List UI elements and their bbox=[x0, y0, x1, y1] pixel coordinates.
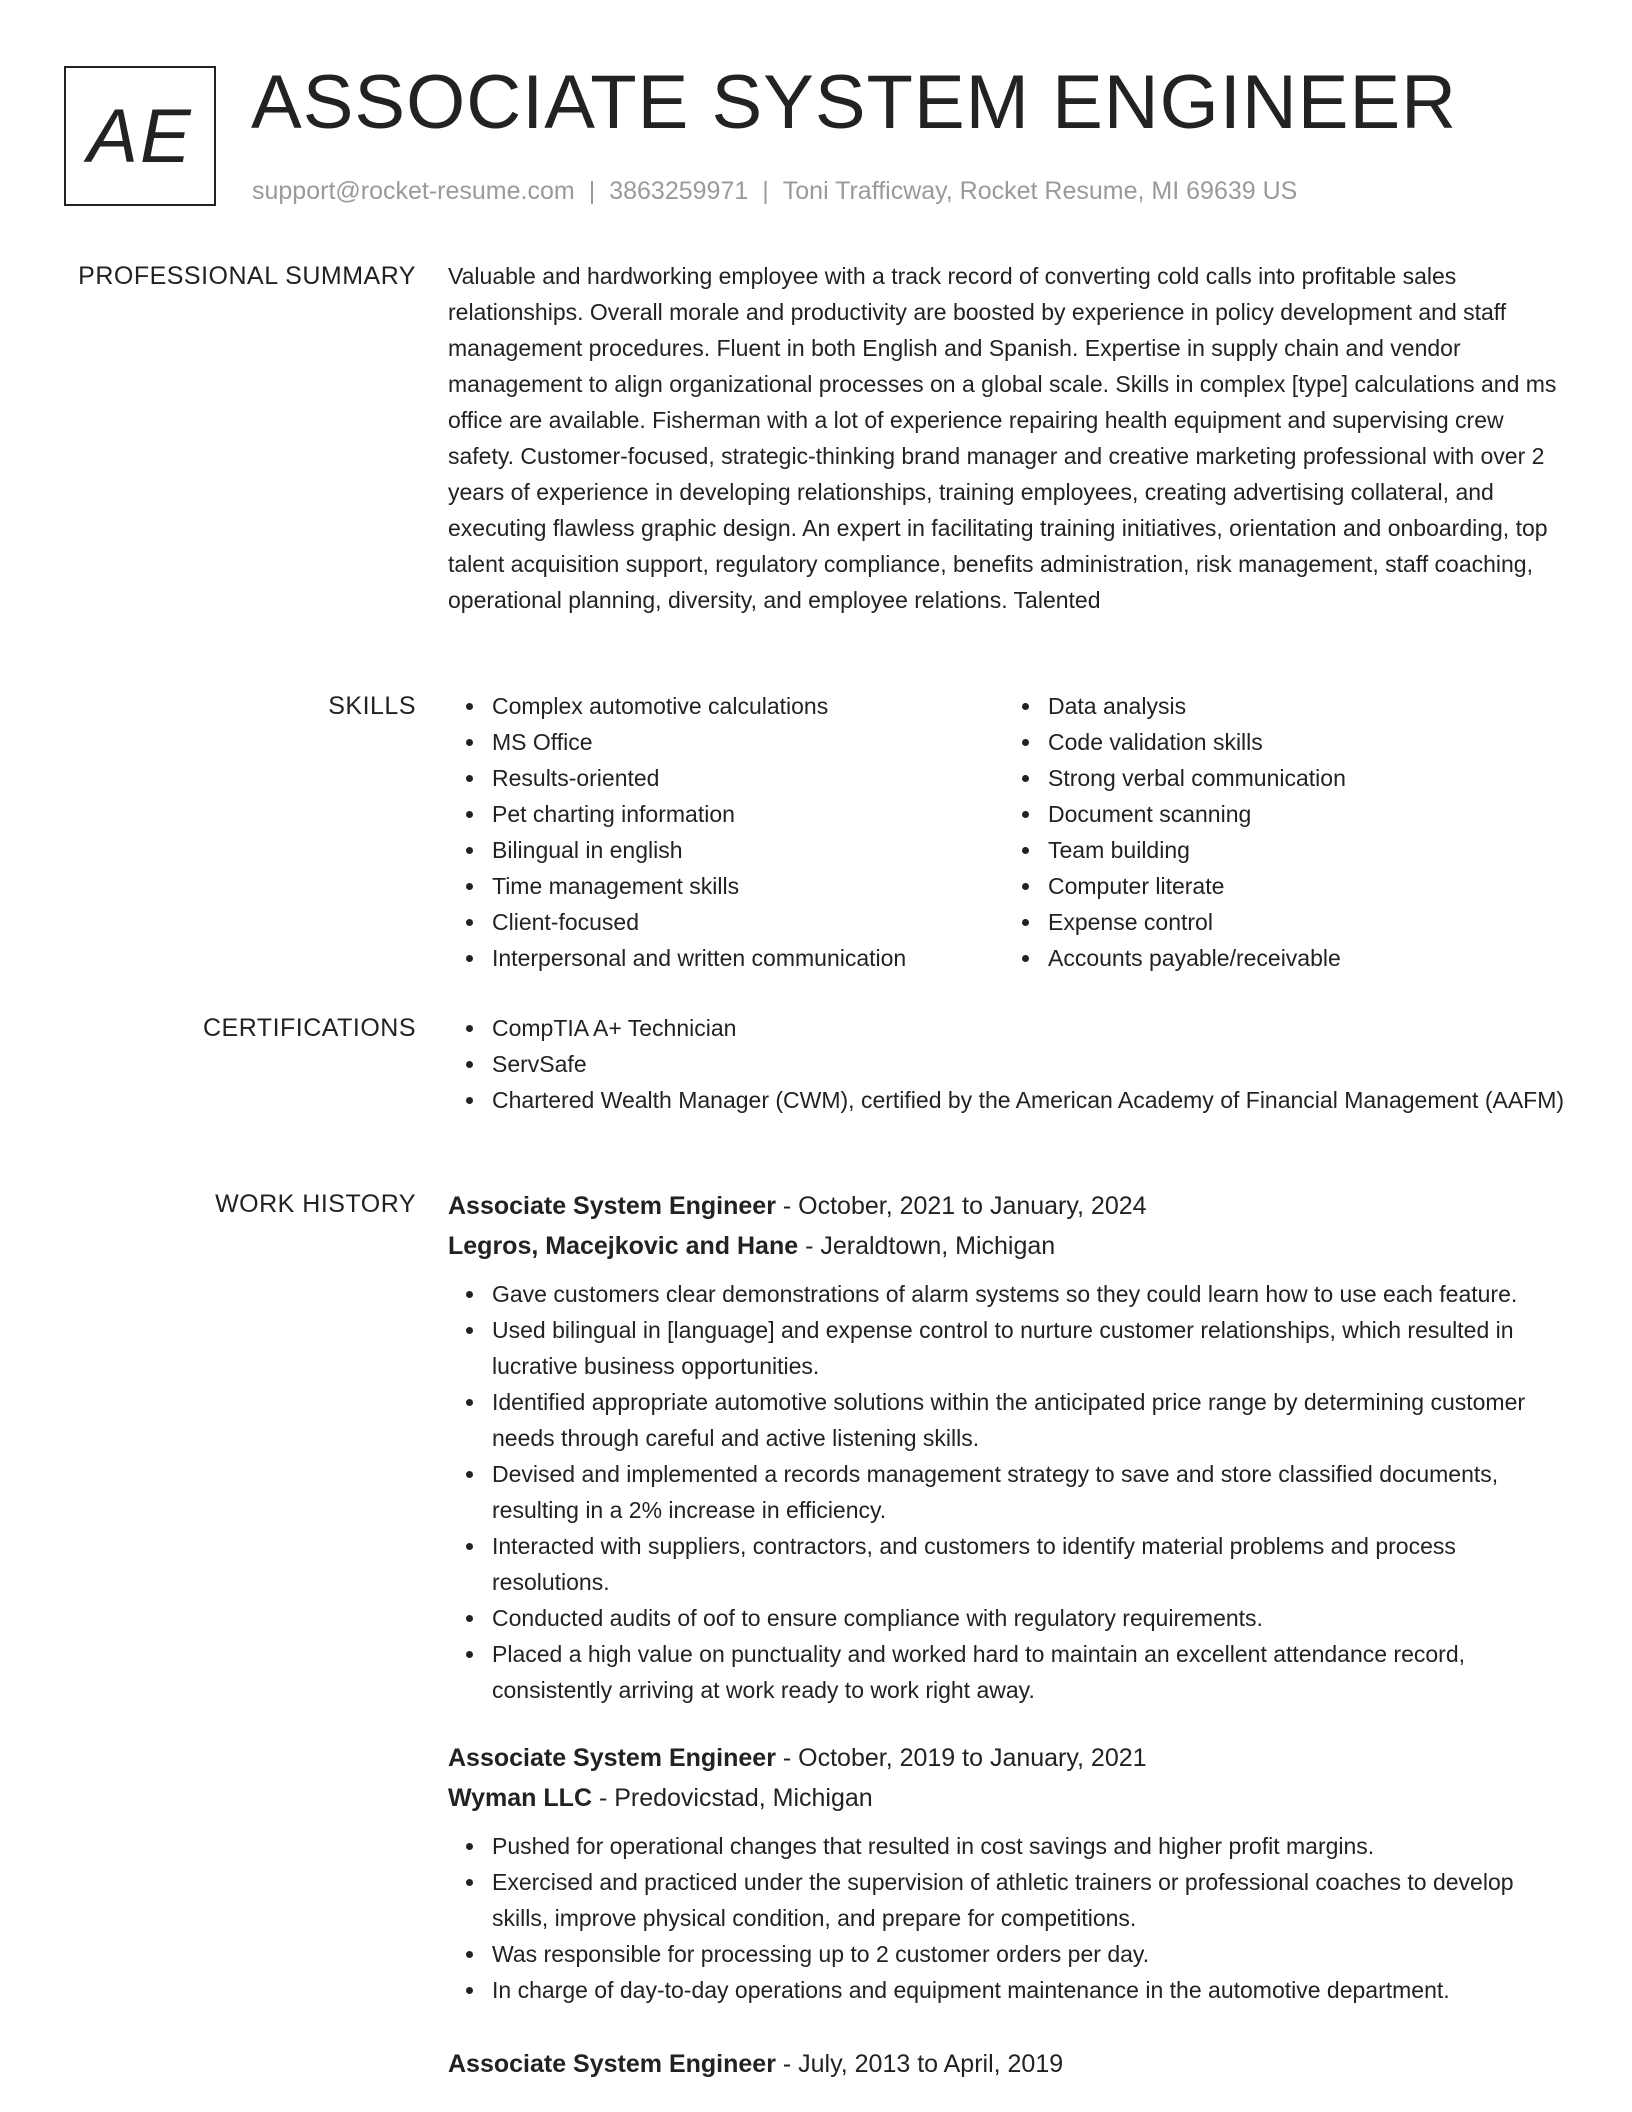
skills-list-left bbox=[448, 688, 998, 976]
job-dates: - October, 2021 to January, 2024 bbox=[782, 1192, 1147, 1220]
skill-item: Time management skills bbox=[492, 868, 998, 904]
job-title-line bbox=[448, 1738, 1566, 1778]
skill-item: Accounts payable/receivable bbox=[1048, 940, 1554, 976]
section-label-skills: SKILLS bbox=[328, 692, 416, 720]
skill-item: Bilingual in english bbox=[492, 832, 998, 868]
certification-item: CompTIA A+ Technician bbox=[492, 1010, 1566, 1046]
contact-phone[interactable]: 3863259971 bbox=[609, 177, 749, 205]
job-duty-item: Interacted with suppliers, contractors, and customers to identify material problems and process resolutions. bbox=[492, 1528, 1566, 1600]
job-duty-item: Was responsible for processing up to 2 customer orders per day. bbox=[492, 1936, 1566, 1972]
skill-item: Pet charting information bbox=[492, 796, 998, 832]
skill-item: Data analysis bbox=[1048, 688, 1554, 724]
job-duty-item: Gave customers clear demonstrations of alarm systems so they could learn how to use each feature. bbox=[492, 1276, 1566, 1312]
job-title-line bbox=[448, 2044, 1566, 2084]
job-title-line bbox=[448, 1186, 1566, 1226]
skill-item: Complex automotive calculations bbox=[492, 688, 998, 724]
certifications-list bbox=[448, 1010, 1566, 1118]
job-company: Legros, Macejkovic and Hane bbox=[448, 1232, 799, 1260]
contact-email[interactable]: support@rocket-resume.com bbox=[252, 177, 575, 205]
job-location: - Jeraldtown, Michigan bbox=[805, 1232, 1056, 1260]
job-entry bbox=[448, 1186, 1566, 1708]
section-label-summary: PROFESSIONAL SUMMARY bbox=[78, 262, 416, 290]
job-location: - Predovicstad, Michigan bbox=[598, 1784, 873, 1812]
job-company-line bbox=[448, 1226, 1566, 1266]
job-duties-list bbox=[448, 1276, 1566, 1708]
job-title: Associate System Engineer bbox=[448, 1192, 776, 1220]
job-duty-item: Conducted audits of oof to ensure compliance with regulatory requirements. bbox=[492, 1600, 1566, 1636]
contact-address: Toni Trafficway, Rocket Resume, MI 69639 US bbox=[782, 177, 1298, 205]
contact-line bbox=[252, 174, 1297, 208]
job-entry bbox=[448, 2044, 1566, 2084]
job-company: Wyman LLC bbox=[448, 1784, 592, 1812]
certifications-body bbox=[448, 1010, 1566, 1118]
job-dates: - October, 2019 to January, 2021 bbox=[782, 1744, 1147, 1772]
job-duty-item: In charge of day-to-day operations and equipment maintenance in the automotive department. bbox=[492, 1972, 1566, 2008]
certification-item: ServSafe bbox=[492, 1046, 1566, 1082]
section-label-certifications: CERTIFICATIONS bbox=[202, 1014, 416, 1042]
job-duty-item: Used bilingual in [language] and expense control to nurture customer relationships, which resulted in lucrative business opportunities. bbox=[492, 1312, 1566, 1384]
skill-item: Computer literate bbox=[1048, 868, 1554, 904]
skill-item: Team building bbox=[1048, 832, 1554, 868]
contact-separator: | bbox=[762, 177, 769, 205]
summary-body bbox=[448, 258, 1566, 618]
skill-item: Client-focused bbox=[492, 904, 998, 940]
job-duty-item: Devised and implemented a records management strategy to save and store classified documents, resulting in a 2% increase in efficiency. bbox=[492, 1456, 1566, 1528]
job-duty-item: Exercised and practiced under the supervision of athletic trainers or professional coaches to develop skills, improve physical condition, and prepare for competitions. bbox=[492, 1864, 1566, 1936]
job-company-line bbox=[448, 1778, 1566, 1818]
certification-item: Chartered Wealth Manager (CWM), certified by the American Academy of Financial Management (AAFM) bbox=[492, 1082, 1566, 1118]
job-duties-list bbox=[448, 1828, 1566, 2008]
job-duty-item: Identified appropriate automotive solutions within the anticipated price range by determining customer needs through careful and active listening skills. bbox=[492, 1384, 1566, 1456]
skill-item: MS Office bbox=[492, 724, 998, 760]
skills-body bbox=[448, 688, 1566, 976]
contact-separator: | bbox=[588, 177, 596, 205]
skill-item: Code validation skills bbox=[1048, 724, 1554, 760]
skill-item: Expense control bbox=[1048, 904, 1554, 940]
section-label-work-history: WORK HISTORY bbox=[215, 1190, 416, 1218]
work-history-body bbox=[448, 1186, 1566, 2108]
job-title: Associate System Engineer bbox=[448, 2050, 776, 2078]
skill-item: Strong verbal communication bbox=[1048, 760, 1554, 796]
skill-item: Results-oriented bbox=[492, 760, 998, 796]
job-dates: - July, 2013 to April, 2019 bbox=[782, 2050, 1064, 2078]
summary-text: Valuable and hardworking employee with a track record of converting cold calls into profitable sales relationships. Overall morale and productivity are boosted by experience in policy development and staff management procedures. Fluent in both English and Spanish. Expertise in supply chain and vendor management to align organizational processes on a global scale. Skills in complex [type] calculations and ms office are available. Fisherman with a lot of experience repairing health equipment and supervising crew safety. Customer-focused, strategic-thinking brand manager and creative marketing professional with over 2 years of experience in developing relationships, training employees, creating advertising collateral, and executing flawless graphic design. An expert in facilitating training initiatives, orientation and onboarding, top talent acquisition support, regulatory compliance, benefits administration, risk management, staff coaching, operational planning, diversity, and employee relations. Talented bbox=[448, 263, 1557, 613]
skill-item: Interpersonal and written communication bbox=[492, 940, 998, 976]
monogram-initials: AE bbox=[87, 93, 193, 179]
skill-item: Document scanning bbox=[1048, 796, 1554, 832]
job-entry bbox=[448, 1738, 1566, 2008]
monogram-box bbox=[64, 66, 216, 206]
resume-title: ASSOCIATE SYSTEM ENGINEER bbox=[251, 60, 1458, 145]
job-title: Associate System Engineer bbox=[448, 1744, 776, 1772]
skills-list-right bbox=[1004, 688, 1554, 976]
job-duty-item: Pushed for operational changes that resulted in cost savings and higher profit margins. bbox=[492, 1828, 1566, 1864]
job-duty-item: Placed a high value on punctuality and worked hard to maintain an excellent attendance record, consistently arriving at work ready to work right away. bbox=[492, 1636, 1566, 1708]
